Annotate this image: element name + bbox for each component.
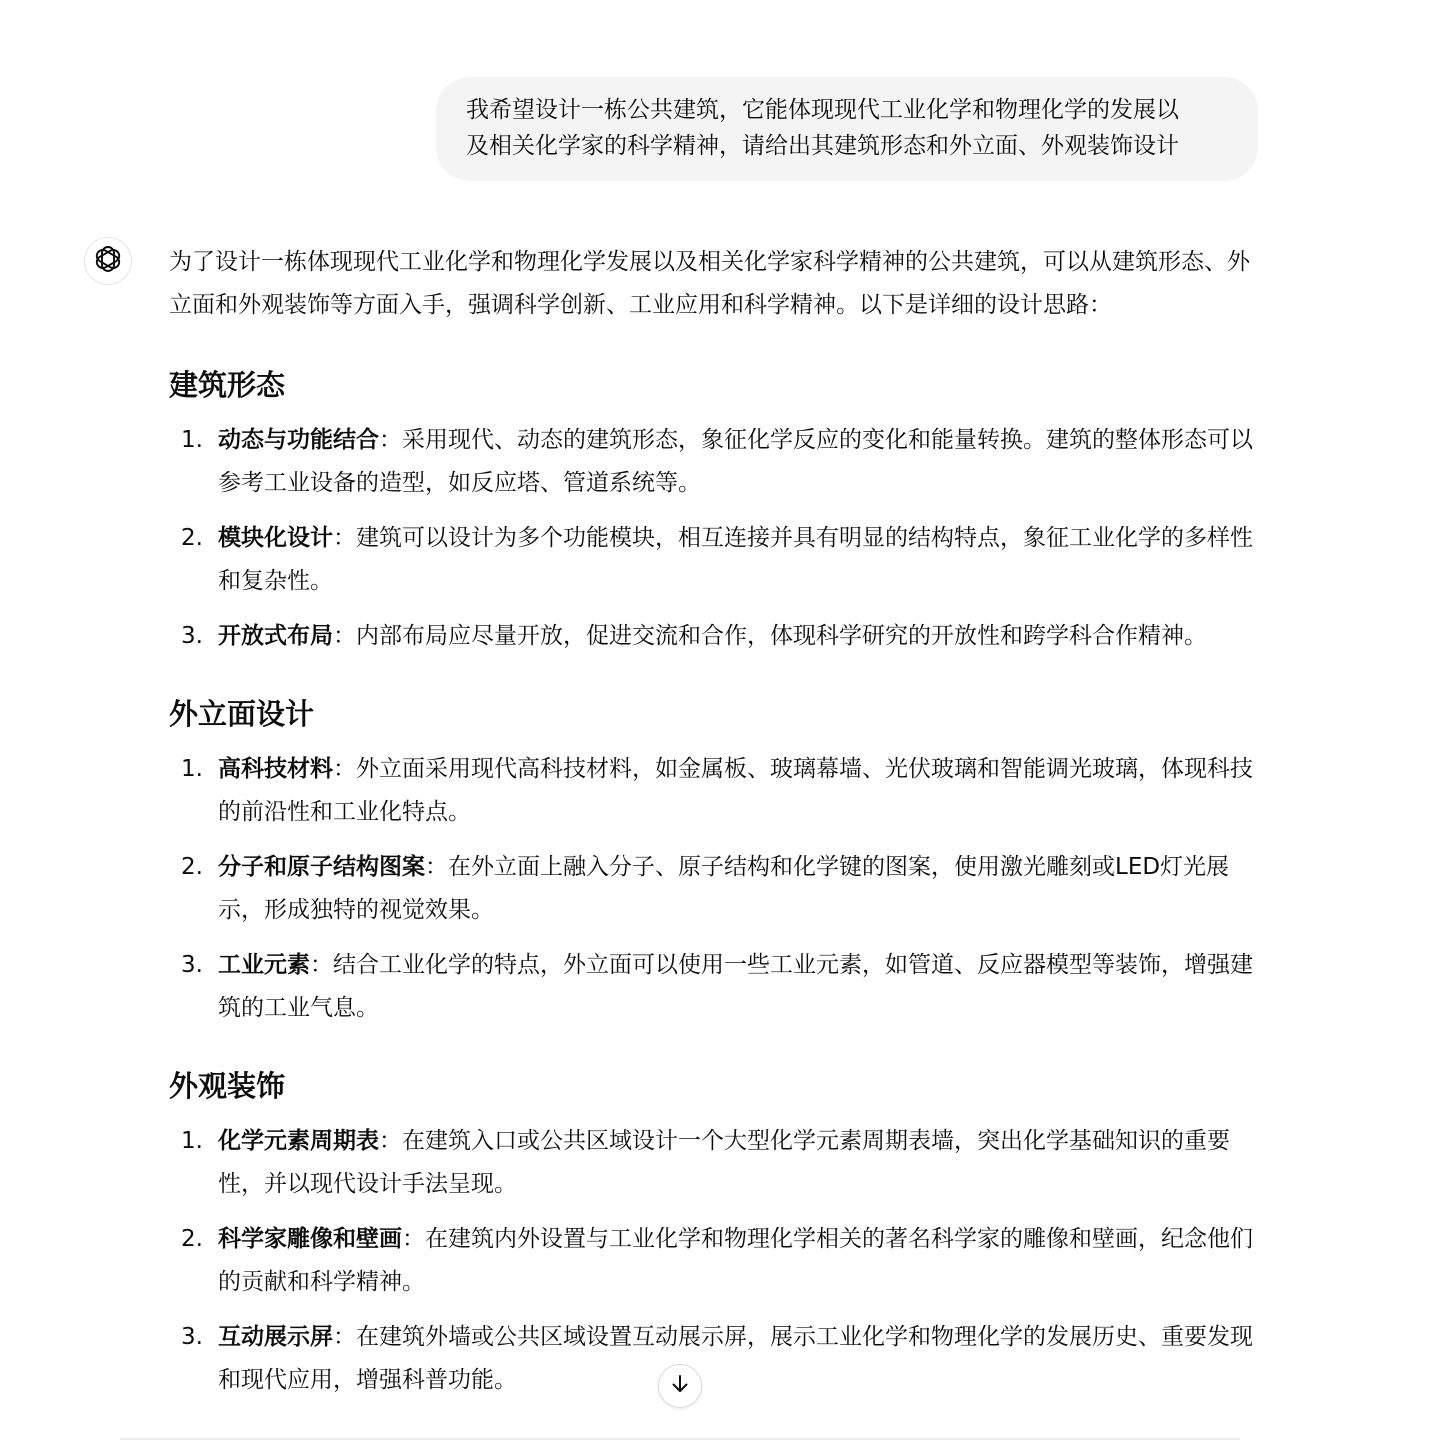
list-item [169,1120,1259,1206]
list-item [169,1218,1259,1304]
section-title-facade: 外立面设计 [169,697,315,731]
list-item [169,748,1259,834]
list-number: 3. [181,952,203,978]
list-term: 互动展示屏 [218,1324,333,1350]
section-list-form [169,419,1259,658]
list-item [169,615,1259,658]
list-text: ：在建筑入口或公共区域设计一个大型化学元素周期表墙，突出化学基础知识的重要性，并以现代设计手法呈现。 [218,1128,1230,1197]
list-term: 科学家雕像和壁画 [218,1226,402,1252]
list-term: 模块化设计 [218,525,333,551]
user-message-line-1: 我希望设计一栋公共建筑，它能体现现代工业化学和物理化学的发展以 [466,97,1179,123]
list-text: ：内部布局应尽量开放，促进交流和合作，体现科学研究的开放性和跨学科合作精神。 [333,623,1207,649]
user-message-line-2: 及相关化学家的科学精神，请给出其建筑形态和外立面、外观装饰设计 [466,133,1179,159]
openai-logo-icon [93,244,123,278]
list-term: 开放式布局 [218,623,333,649]
scroll-to-bottom-button[interactable] [658,1364,702,1408]
assistant-message [169,241,1259,1414]
list-number: 2. [181,1226,203,1252]
list-text: ：在建筑内外设置与工业化学和物理化学相关的著名科学家的雕像和壁画，纪念他们的贡献和科学精神。 [218,1226,1253,1295]
list-item [169,1316,1259,1402]
user-message-bubble [436,77,1258,181]
list-term: 高科技材料 [218,756,333,782]
section-title-form: 建筑形态 [169,368,286,402]
list-item [169,419,1259,505]
list-term: 分子和原子结构图案 [218,854,425,880]
list-term: 动态与功能结合 [218,427,379,453]
list-text: ：建筑可以设计为多个功能模块，相互连接并具有明显的结构特点，象征工业化学的多样性和复杂性。 [218,525,1253,594]
list-term: 化学元素周期表 [218,1128,379,1154]
list-number: 1. [181,756,203,782]
list-term: 工业元素 [218,952,310,978]
section-list-decoration [169,1120,1259,1402]
list-item [169,846,1259,932]
list-text: ：结合工业化学的特点，外立面可以使用一些工业元素，如管道、反应器模型等装饰，增强建筑的工业气息。 [218,952,1253,1021]
assistant-avatar [84,237,132,285]
list-text: ：在建筑外墙或公共区域设置互动展示屏，展示工业化学和物理化学的发展历史、重要发现和现代应用，增强科普功能。 [218,1324,1253,1393]
list-number: 2. [181,854,203,880]
assistant-intro: 为了设计一栋体现现代工业化学和物理化学发展以及相关化学家科学精神的公共建筑，可以从建筑形态、外立面和外观装饰等方面入手，强调科学创新、工业应用和科学精神。以下是详细的设计思路： [169,249,1250,318]
section-title-decoration: 外观装饰 [169,1069,286,1103]
list-text: ：采用现代、动态的建筑形态，象征化学反应的变化和能量转换。建筑的整体形态可以参考工业设备的造型，如反应塔、管道系统等。 [218,427,1253,496]
list-item [169,517,1259,603]
section-list-facade [169,748,1259,1030]
list-number: 3. [181,623,203,649]
arrow-down-icon [669,1373,691,1399]
list-item [169,944,1259,1030]
list-number: 2. [181,525,203,551]
list-number: 1. [181,1128,203,1154]
list-text: ：在外立面上融入分子、原子结构和化学键的图案，使用激光雕刻或LED灯光展示，形成独特的视觉效果。 [218,854,1230,923]
list-text: ：外立面采用现代高科技材料，如金属板、玻璃幕墙、光伏玻璃和智能调光玻璃，体现科技的前沿性和工业化特点。 [218,756,1253,825]
list-number: 1. [181,427,203,453]
list-number: 3. [181,1324,203,1350]
